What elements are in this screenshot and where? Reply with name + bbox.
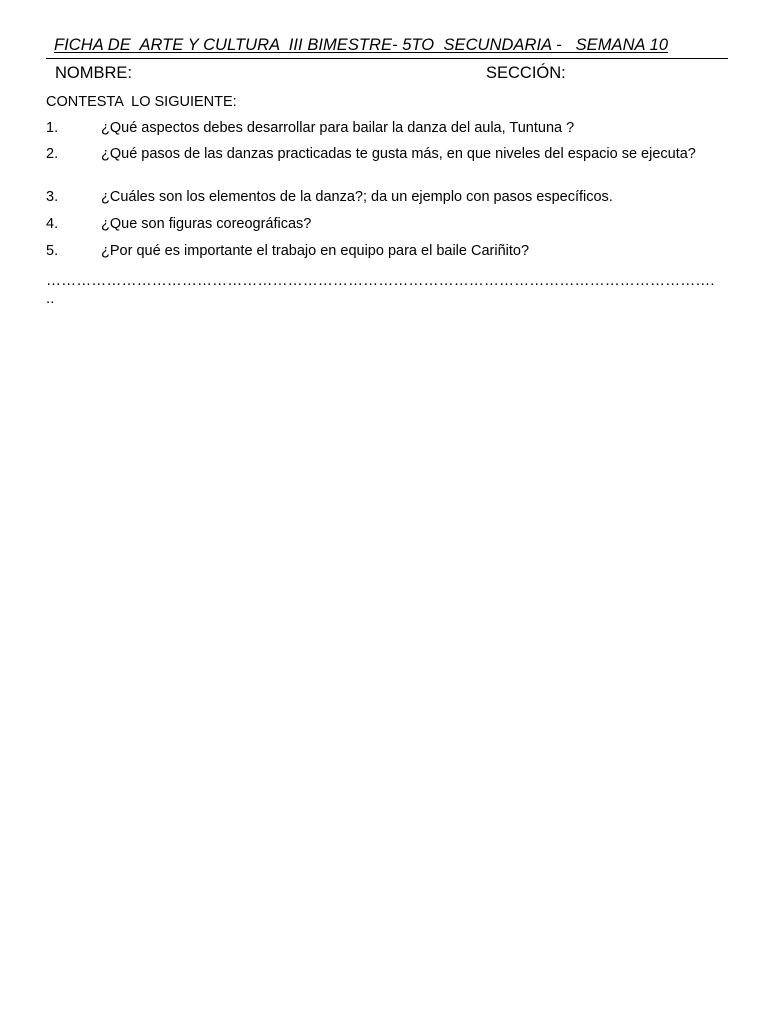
- question-number: 5.: [46, 243, 59, 259]
- question-text: ¿Qué aspectos debes desarrollar para bailar la danza del aula, Tuntuna ?: [101, 120, 575, 136]
- question-item: [46, 146, 706, 163]
- question-item: [46, 216, 706, 233]
- question-item: [46, 189, 706, 206]
- question-number: 1.: [46, 120, 59, 136]
- question-text: ¿Por qué es importante el trabajo en equipo para el baile Cariñito?: [101, 243, 530, 259]
- question-number: 3.: [46, 189, 59, 205]
- question-number: 2.: [46, 146, 59, 162]
- instructions-text: CONTESTA LO SIGUIENTE:: [46, 94, 237, 110]
- question-text: ¿Cuáles son los elementos de la danza?; da un ejemplo con pasos específicos.: [101, 189, 613, 205]
- question-number: 4.: [46, 216, 59, 232]
- worksheet-title: FICHA DE ARTE Y CULTURA III BIMESTRE- 5TO SECUNDARIA - SEMANA 10: [54, 36, 669, 54]
- question-item: [46, 243, 706, 260]
- question-text: ¿Qué pasos de las danzas practicadas te gusta más, en que niveles del espacio se ejecuta?: [101, 146, 696, 162]
- question-text: ¿Que son figuras coreográficas?: [101, 216, 312, 232]
- answer-line: ……………………………………………………………………………………………………………………...: [46, 272, 715, 307]
- section-label: SECCIÓN:: [486, 64, 566, 82]
- title-divider: [46, 58, 728, 59]
- name-label: NOMBRE:: [55, 64, 133, 82]
- question-item: [46, 120, 706, 137]
